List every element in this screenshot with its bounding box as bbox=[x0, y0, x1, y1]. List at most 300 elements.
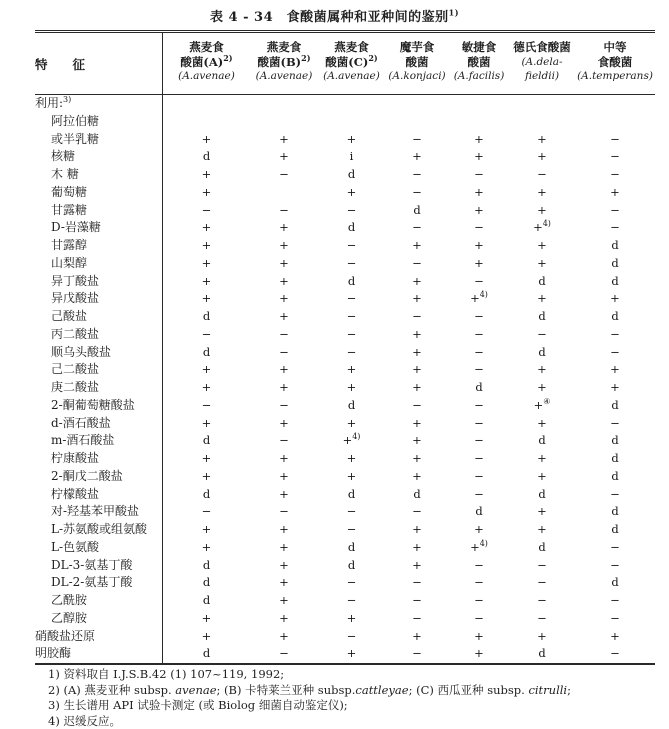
row-label: 明胶酶 bbox=[35, 645, 163, 663]
table-row bbox=[35, 592, 655, 610]
value-cell: − bbox=[575, 592, 655, 610]
value-cell: − bbox=[575, 557, 655, 575]
value-cell: − bbox=[385, 592, 449, 610]
value-cell: + bbox=[163, 290, 250, 308]
row-label: 对-羟基苯甲酸盐 bbox=[35, 503, 163, 521]
value-cell: + bbox=[163, 361, 250, 379]
value-cell: +$^{4)}$ bbox=[318, 432, 385, 450]
table-row bbox=[35, 95, 655, 113]
value-cell: − bbox=[163, 202, 250, 220]
table-row bbox=[35, 486, 655, 504]
row-label: 庚二酸盐 bbox=[35, 379, 163, 397]
value-cell: − bbox=[509, 326, 575, 344]
table-row bbox=[35, 255, 655, 273]
value-cell: − bbox=[575, 131, 655, 149]
row-label: DL-3-氨基丁酸 bbox=[35, 557, 163, 575]
row-label: 2-酮葡萄糖酸盐 bbox=[35, 397, 163, 415]
row-label: D-岩藻糖 bbox=[35, 219, 163, 237]
value-cell: d bbox=[575, 450, 655, 468]
value-cell: + bbox=[250, 539, 318, 557]
table-row bbox=[35, 326, 655, 344]
value-cell: − bbox=[250, 503, 318, 521]
value-cell: + bbox=[385, 326, 449, 344]
value-cell: + bbox=[250, 557, 318, 575]
value-cell: − bbox=[385, 184, 449, 202]
value-cell: − bbox=[385, 397, 449, 415]
value-cell: +④ bbox=[509, 397, 575, 415]
value-cell: − bbox=[449, 432, 509, 450]
row-label: 己酸盐 bbox=[35, 308, 163, 326]
value-cell: + bbox=[318, 468, 385, 486]
value-cell bbox=[509, 113, 575, 131]
value-cell: + bbox=[250, 255, 318, 273]
value-cell: d bbox=[163, 645, 250, 663]
value-cell: + bbox=[575, 628, 655, 646]
value-cell: + bbox=[385, 521, 449, 539]
column-header: 中等 食酸菌 (A.temperans) bbox=[575, 33, 655, 94]
value-cell: + bbox=[575, 290, 655, 308]
value-cell: − bbox=[318, 503, 385, 521]
value-cell: + bbox=[250, 592, 318, 610]
value-cell: − bbox=[509, 610, 575, 628]
table-row bbox=[35, 539, 655, 557]
value-cell: + bbox=[575, 184, 655, 202]
column-header: 燕麦食 酸菌$(C)^{2)}$ (A.avenae) bbox=[318, 33, 385, 94]
footnote: 4) 迟缓反应。 bbox=[48, 714, 648, 729]
value-cell: − bbox=[449, 219, 509, 237]
value-cell: − bbox=[385, 610, 449, 628]
value-cell: + bbox=[385, 557, 449, 575]
row-label: 利用:$^{3)}$ bbox=[35, 95, 163, 113]
row-label: 丙二酸盐 bbox=[35, 326, 163, 344]
value-cell: + bbox=[449, 645, 509, 663]
value-cell bbox=[250, 95, 318, 113]
value-cell: d bbox=[575, 237, 655, 255]
table-body bbox=[35, 95, 655, 663]
value-cell: + bbox=[250, 628, 318, 646]
value-cell: d bbox=[163, 344, 250, 362]
value-cell: − bbox=[575, 539, 655, 557]
value-cell: − bbox=[385, 131, 449, 149]
value-cell: + bbox=[449, 628, 509, 646]
row-label: m-酒石酸盐 bbox=[35, 432, 163, 450]
value-cell bbox=[575, 113, 655, 131]
value-cell: − bbox=[385, 308, 449, 326]
value-cell: d bbox=[163, 574, 250, 592]
value-cell: + bbox=[250, 521, 318, 539]
footnote: 1) 资料取自 I.J.S.B.42 (1) 107~119, 1992; bbox=[48, 667, 648, 683]
value-cell: + bbox=[318, 379, 385, 397]
value-cell: + bbox=[385, 148, 449, 166]
value-cell bbox=[575, 95, 655, 113]
value-cell: d bbox=[575, 574, 655, 592]
row-label: 己二酸盐 bbox=[35, 361, 163, 379]
value-cell: + bbox=[163, 415, 250, 433]
value-cell: + bbox=[250, 450, 318, 468]
row-label: 木 糖 bbox=[35, 166, 163, 184]
table-row bbox=[35, 290, 655, 308]
value-cell: + bbox=[509, 237, 575, 255]
value-cell bbox=[449, 113, 509, 131]
value-cell: d bbox=[318, 486, 385, 504]
value-cell: + bbox=[385, 361, 449, 379]
value-cell: − bbox=[449, 415, 509, 433]
value-cell: − bbox=[449, 468, 509, 486]
table-row bbox=[35, 219, 655, 237]
table-row bbox=[35, 361, 655, 379]
value-cell: + bbox=[509, 415, 575, 433]
value-cell: d bbox=[509, 308, 575, 326]
value-cell: − bbox=[509, 574, 575, 592]
value-cell: + bbox=[385, 379, 449, 397]
value-cell: − bbox=[449, 361, 509, 379]
table-row bbox=[35, 397, 655, 415]
value-cell: + bbox=[509, 131, 575, 149]
row-label: L-色氨酸 bbox=[35, 539, 163, 557]
value-cell: − bbox=[163, 326, 250, 344]
value-cell: d bbox=[163, 148, 250, 166]
value-cell bbox=[163, 113, 250, 131]
value-cell: d bbox=[385, 202, 449, 220]
value-cell: − bbox=[575, 166, 655, 184]
value-cell: + bbox=[449, 255, 509, 273]
table-row bbox=[35, 379, 655, 397]
row-label: 柠檬酸盐 bbox=[35, 486, 163, 504]
value-cell: − bbox=[385, 219, 449, 237]
value-cell bbox=[318, 95, 385, 113]
value-cell: + bbox=[449, 131, 509, 149]
value-cell: d bbox=[575, 432, 655, 450]
value-cell: + bbox=[250, 361, 318, 379]
value-cell: d bbox=[385, 486, 449, 504]
value-cell bbox=[449, 95, 509, 113]
value-cell: + bbox=[163, 131, 250, 149]
column-header: 敏捷食 酸菌 (A.facilis) bbox=[449, 33, 509, 94]
value-cell: − bbox=[509, 166, 575, 184]
value-cell: d bbox=[575, 521, 655, 539]
value-cell: d bbox=[163, 592, 250, 610]
differentiation-table bbox=[35, 30, 655, 665]
value-cell: − bbox=[318, 308, 385, 326]
value-cell: − bbox=[449, 592, 509, 610]
value-cell: + bbox=[250, 308, 318, 326]
table-row bbox=[35, 610, 655, 628]
value-cell: + bbox=[163, 255, 250, 273]
value-cell bbox=[318, 113, 385, 131]
value-cell: + bbox=[575, 379, 655, 397]
row-label: 异戊酸盐 bbox=[35, 290, 163, 308]
value-cell: − bbox=[250, 432, 318, 450]
value-cell: − bbox=[250, 645, 318, 663]
value-cell: d bbox=[449, 379, 509, 397]
value-cell: − bbox=[575, 344, 655, 362]
value-cell: − bbox=[163, 397, 250, 415]
table-row bbox=[35, 148, 655, 166]
value-cell: − bbox=[449, 486, 509, 504]
value-cell bbox=[385, 113, 449, 131]
row-label: 甘露糖 bbox=[35, 202, 163, 220]
value-cell: +$^{4)}$ bbox=[449, 539, 509, 557]
value-cell bbox=[509, 95, 575, 113]
value-cell: + bbox=[250, 486, 318, 504]
value-cell: + bbox=[318, 361, 385, 379]
value-cell: − bbox=[250, 326, 318, 344]
value-cell: + bbox=[449, 521, 509, 539]
row-label: 葡萄糖 bbox=[35, 184, 163, 202]
table-row bbox=[35, 557, 655, 575]
value-cell: d bbox=[318, 557, 385, 575]
table-row bbox=[35, 184, 655, 202]
value-cell: + bbox=[318, 184, 385, 202]
row-label: 柠康酸盐 bbox=[35, 450, 163, 468]
value-cell: − bbox=[449, 344, 509, 362]
value-cell: + bbox=[385, 628, 449, 646]
value-cell: + bbox=[509, 290, 575, 308]
value-cell: + bbox=[449, 237, 509, 255]
value-cell: + bbox=[449, 202, 509, 220]
value-cell: i bbox=[318, 148, 385, 166]
value-cell: + bbox=[385, 273, 449, 291]
row-label: 乙酰胺 bbox=[35, 592, 163, 610]
value-cell: + bbox=[163, 521, 250, 539]
value-cell: + bbox=[318, 415, 385, 433]
value-cell: − bbox=[318, 344, 385, 362]
value-cell: + bbox=[250, 574, 318, 592]
row-label: L-苏氨酸或组氨酸 bbox=[35, 521, 163, 539]
row-label: 甘露醇 bbox=[35, 237, 163, 255]
value-cell: + bbox=[509, 184, 575, 202]
value-cell: − bbox=[575, 202, 655, 220]
table-row bbox=[35, 432, 655, 450]
row-label: d-酒石酸盐 bbox=[35, 415, 163, 433]
value-cell: − bbox=[318, 326, 385, 344]
value-cell: − bbox=[318, 255, 385, 273]
value-cell: + bbox=[385, 344, 449, 362]
value-cell: + bbox=[163, 628, 250, 646]
value-cell: + bbox=[509, 379, 575, 397]
value-cell: + bbox=[163, 468, 250, 486]
column-header: 燕麦食 酸菌$(B)^{2)}$ (A.avenae) bbox=[250, 33, 318, 94]
table-row bbox=[35, 273, 655, 291]
value-cell: d bbox=[509, 273, 575, 291]
value-cell: d bbox=[318, 397, 385, 415]
value-cell: + bbox=[509, 148, 575, 166]
value-cell: − bbox=[250, 397, 318, 415]
value-cell: − bbox=[318, 521, 385, 539]
value-cell: − bbox=[385, 503, 449, 521]
value-cell: d bbox=[509, 645, 575, 663]
row-label: 核糖 bbox=[35, 148, 163, 166]
value-cell: + bbox=[250, 219, 318, 237]
value-cell: + bbox=[575, 361, 655, 379]
table-row bbox=[35, 415, 655, 433]
row-label: DL-2-氨基丁酸 bbox=[35, 574, 163, 592]
table-row bbox=[35, 166, 655, 184]
value-cell: − bbox=[449, 326, 509, 344]
value-cell: + bbox=[509, 361, 575, 379]
value-cell: d bbox=[163, 432, 250, 450]
value-cell: + bbox=[163, 379, 250, 397]
value-cell: +$^{4)}$ bbox=[449, 290, 509, 308]
value-cell: − bbox=[449, 397, 509, 415]
value-cell: + bbox=[385, 290, 449, 308]
value-cell: +$^{4)}$ bbox=[509, 219, 575, 237]
value-cell: − bbox=[575, 486, 655, 504]
value-cell: + bbox=[318, 610, 385, 628]
value-cell: + bbox=[385, 415, 449, 433]
value-cell: + bbox=[250, 237, 318, 255]
value-cell: − bbox=[449, 610, 509, 628]
value-cell: + bbox=[385, 539, 449, 557]
value-cell: + bbox=[385, 432, 449, 450]
value-cell: − bbox=[509, 592, 575, 610]
value-cell: − bbox=[449, 450, 509, 468]
table-row bbox=[35, 308, 655, 326]
value-cell: + bbox=[509, 255, 575, 273]
value-cell: + bbox=[250, 415, 318, 433]
value-cell: − bbox=[318, 290, 385, 308]
value-cell: − bbox=[575, 415, 655, 433]
value-cell: + bbox=[385, 237, 449, 255]
value-cell: d bbox=[318, 539, 385, 557]
table-row bbox=[35, 450, 655, 468]
table-row bbox=[35, 113, 655, 131]
value-cell: + bbox=[163, 273, 250, 291]
value-cell bbox=[385, 95, 449, 113]
table-row bbox=[35, 131, 655, 149]
table-row bbox=[35, 521, 655, 539]
row-label: 山梨醇 bbox=[35, 255, 163, 273]
value-cell: d bbox=[449, 503, 509, 521]
row-label: 乙醇胺 bbox=[35, 610, 163, 628]
column-header: 燕麦食 酸菌$(A)^{2)}$ (A.avenae) bbox=[163, 33, 250, 94]
table-row bbox=[35, 574, 655, 592]
value-cell: − bbox=[449, 308, 509, 326]
row-label: 硝酸盐还原 bbox=[35, 628, 163, 646]
value-cell: + bbox=[509, 628, 575, 646]
value-cell: d bbox=[509, 344, 575, 362]
table-row bbox=[35, 468, 655, 486]
value-cell: − bbox=[449, 557, 509, 575]
table-header bbox=[35, 33, 655, 95]
value-cell: + bbox=[509, 202, 575, 220]
footnote: 2) (A) 燕麦亚种 subsp. avenae; (B) 卡特莱兰亚种 subsp.cattleyae; (C) 西瓜亚种 subsp. citrulli; bbox=[48, 683, 648, 699]
value-cell: + bbox=[449, 148, 509, 166]
value-cell: + bbox=[509, 468, 575, 486]
value-cell: + bbox=[509, 521, 575, 539]
value-cell: + bbox=[250, 131, 318, 149]
row-label: 或半乳糖 bbox=[35, 131, 163, 149]
value-cell: − bbox=[449, 574, 509, 592]
table-row bbox=[35, 202, 655, 220]
value-cell: + bbox=[449, 184, 509, 202]
value-cell: d bbox=[575, 308, 655, 326]
value-cell: − bbox=[449, 166, 509, 184]
value-cell: d bbox=[509, 486, 575, 504]
value-cell: d bbox=[318, 166, 385, 184]
value-cell: d bbox=[575, 503, 655, 521]
value-cell bbox=[163, 95, 250, 113]
value-cell: − bbox=[318, 237, 385, 255]
value-cell: + bbox=[318, 645, 385, 663]
value-cell bbox=[250, 113, 318, 131]
value-cell: − bbox=[449, 273, 509, 291]
table-title: 表 4 - 34 食酸菌属种和亚种间的鉴别$^{1)}$ bbox=[0, 6, 669, 25]
value-cell: d bbox=[318, 273, 385, 291]
value-cell: − bbox=[250, 166, 318, 184]
value-cell: − bbox=[318, 574, 385, 592]
value-cell: − bbox=[509, 557, 575, 575]
column-header: 德氏食酸菌 (A.dela- fieldii) bbox=[509, 33, 575, 94]
value-cell: + bbox=[318, 450, 385, 468]
value-cell: + bbox=[509, 450, 575, 468]
value-cell: d bbox=[318, 219, 385, 237]
value-cell: d bbox=[575, 468, 655, 486]
value-cell: − bbox=[575, 645, 655, 663]
value-cell: + bbox=[163, 237, 250, 255]
column-header: 魔芋食 酸菌 (A.konjaci) bbox=[385, 33, 449, 94]
value-cell: − bbox=[250, 344, 318, 362]
value-cell: − bbox=[318, 202, 385, 220]
value-cell: d bbox=[575, 397, 655, 415]
value-cell: + bbox=[509, 503, 575, 521]
value-cell: d bbox=[575, 255, 655, 273]
value-cell: − bbox=[575, 610, 655, 628]
value-cell bbox=[250, 184, 318, 202]
value-cell: + bbox=[385, 450, 449, 468]
row-label: 顺乌头酸盐 bbox=[35, 344, 163, 362]
value-cell: − bbox=[385, 255, 449, 273]
value-cell: + bbox=[318, 131, 385, 149]
row-label: 异丁酸盐 bbox=[35, 273, 163, 291]
value-cell: + bbox=[163, 539, 250, 557]
value-cell: + bbox=[250, 148, 318, 166]
value-cell: − bbox=[385, 166, 449, 184]
value-cell: − bbox=[385, 574, 449, 592]
value-cell: − bbox=[318, 628, 385, 646]
value-cell: d bbox=[163, 308, 250, 326]
footnotes bbox=[48, 667, 648, 729]
value-cell: d bbox=[163, 557, 250, 575]
value-cell: + bbox=[250, 468, 318, 486]
table-row bbox=[35, 344, 655, 362]
value-cell: − bbox=[385, 645, 449, 663]
value-cell: − bbox=[575, 148, 655, 166]
value-cell: + bbox=[163, 184, 250, 202]
table-row bbox=[35, 628, 655, 646]
value-cell: d bbox=[575, 273, 655, 291]
value-cell: + bbox=[250, 273, 318, 291]
row-label: 2-酮戊二酸盐 bbox=[35, 468, 163, 486]
value-cell: + bbox=[250, 379, 318, 397]
value-cell: + bbox=[163, 450, 250, 468]
column-headers bbox=[163, 33, 655, 94]
value-cell: + bbox=[250, 610, 318, 628]
feature-column-header: 特 征 bbox=[35, 33, 163, 94]
value-cell: − bbox=[575, 219, 655, 237]
table-row bbox=[35, 237, 655, 255]
value-cell: d bbox=[509, 432, 575, 450]
table-row bbox=[35, 645, 655, 663]
value-cell: − bbox=[575, 326, 655, 344]
value-cell: − bbox=[250, 202, 318, 220]
footnote: 3) 生长谱用 API 试验卡测定 (或 Biolog 细菌自动鉴定仪); bbox=[48, 698, 648, 714]
value-cell: d bbox=[509, 539, 575, 557]
value-cell: + bbox=[163, 166, 250, 184]
value-cell: + bbox=[250, 290, 318, 308]
value-cell: − bbox=[163, 503, 250, 521]
value-cell: d bbox=[163, 486, 250, 504]
